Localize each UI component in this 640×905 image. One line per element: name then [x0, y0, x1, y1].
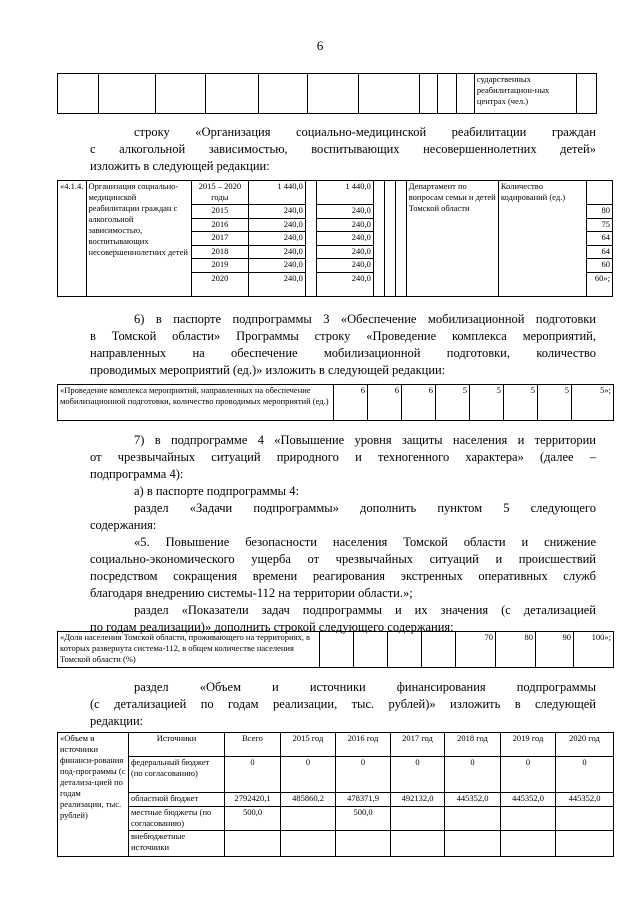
t4-cell: 485860,2 [281, 793, 336, 807]
t4-cell: 2792420,1 [225, 793, 281, 807]
t1-total: 240,0 [248, 218, 305, 232]
t1-ind-value: 64 [586, 232, 612, 246]
t4-cell: 445352,0 [556, 793, 614, 807]
table-system-112 [57, 631, 614, 668]
t3-value: 100»; [574, 632, 614, 668]
t4-cell: 478371,9 [336, 793, 391, 807]
para6-line-2: социально-экономического ущерба от чрезвычайных ситуаций и происшествий [90, 552, 596, 566]
t4-cell: 0 [501, 757, 556, 793]
para5-line-1: раздел «Задачи подпрограммы» дополнить пунктом 5 следующего [134, 501, 596, 515]
t4-source: федеральный бюджет (по согласованию) [129, 757, 225, 793]
t4-cell: 500,0 [336, 807, 391, 831]
para3-line-1: 7) в подпрограмме 4 «Повышение уровня защиты населения и территории [134, 433, 596, 447]
t1-ind-value: 80 [586, 205, 612, 219]
t1-total: 240,0 [248, 273, 305, 297]
t1-year: 2015 [191, 205, 248, 219]
para1-line-3: изложить в следующей редакции: [90, 159, 270, 173]
t1-regional: 240,0 [316, 232, 373, 246]
t1-num: «4.1.4. [58, 181, 87, 297]
t4-cell: 0 [556, 757, 614, 793]
t1-total: 1 440,0 [248, 181, 305, 205]
paragraph-6 [90, 534, 596, 602]
t1-year: 2015 – 2020 годы [191, 181, 248, 205]
t3-value: 90 [536, 632, 574, 668]
t2-value: 5 [470, 385, 504, 421]
table-4-1-4 [57, 180, 613, 297]
t1-year: 2019 [191, 259, 248, 273]
t1-regional: 240,0 [316, 245, 373, 259]
t1-regional: 240,0 [316, 259, 373, 273]
para1-line-1: строку «Организация социально-медицинской реабилитации граждан [134, 125, 596, 139]
para3-line-2: от чрезвычайных ситуаций природного и техногенного характера» (далее – [90, 450, 596, 464]
t4-cell: 0 [391, 757, 445, 793]
t4-source: местные бюджеты (по согласованию) [129, 807, 225, 831]
t1-ind-value: 64 [586, 245, 612, 259]
t4-cell: 0 [225, 757, 281, 793]
para8-line-2: (с детализацией по годам реализации, тыс. рублей)» изложить в следующей [90, 697, 596, 711]
t4-header: 2018 год [445, 733, 501, 757]
t4-header: 2016 год [336, 733, 391, 757]
t2-value: 6 [334, 385, 368, 421]
t4-cell: 445352,0 [501, 793, 556, 807]
t1-year: 2016 [191, 218, 248, 232]
t4-source: внебюджетные источники [129, 831, 225, 857]
para2-line-3: направленных на обеспечение мобилизационной подготовки, количество [90, 346, 596, 360]
t4-header: 2020 год [556, 733, 614, 757]
paragraph-4: а) в паспорте подпрограммы 4: [134, 484, 299, 498]
t2-value: 6 [402, 385, 436, 421]
t2-label: «Проведение комплекса мероприятий, направленных на обеспечение мобилизационной подготовки, количество проводимых мероприятий (ед.) [58, 385, 334, 421]
paragraph-5 [90, 500, 596, 534]
t4-header: Источники [129, 733, 225, 757]
t4-first-col: «Объем и источники финанси-рования под-программы (с детализа-цией по годам реализации, тыс. рублей) [58, 733, 129, 857]
para2-line-2: в Томской области» Программы строку «Проведение комплекса мероприятий, [90, 329, 596, 343]
t1-indicator: Количество кодирований (ед.) [498, 181, 586, 297]
t4-cell [391, 807, 445, 831]
t4-cell [281, 807, 336, 831]
t3-label: «Доля населения Томской области, проживающего на территориях, в которых развернута система-112, в общем количестве населения Томской области (%) [58, 632, 320, 668]
t4-cell [501, 807, 556, 831]
t4-cell [281, 831, 336, 857]
para6-line-4: благодаря внедрению системы-112 на территории области.»; [90, 586, 413, 600]
page-number: 6 [316, 38, 324, 53]
t3-value: 80 [496, 632, 536, 668]
t1-department: Департамент по вопросам семьи и детей Томской области [406, 181, 498, 297]
t1-regional: 240,0 [316, 273, 373, 297]
table-mobilization [57, 384, 614, 421]
t1-regional: 1 440,0 [316, 181, 373, 205]
para7-line-1: раздел «Показатели задач подпрограммы и их значения (с детализацией [134, 603, 596, 617]
t2-value: 5 [436, 385, 470, 421]
t1-year: 2018 [191, 245, 248, 259]
t4-cell [391, 831, 445, 857]
t2-value: 5»; [572, 385, 614, 421]
t1-total: 240,0 [248, 259, 305, 273]
t2-value: 6 [368, 385, 402, 421]
para8-line-1: раздел «Объем и источники финансирования подпрограммы [134, 680, 596, 694]
t1-ind-value: 60 [586, 259, 612, 273]
para5-line-2: содержания: [90, 518, 157, 532]
t4-header: Всего [225, 733, 281, 757]
t4-cell [445, 831, 501, 857]
para6-line-3: посредством сокращения времени реагирования экстренных оперативных служб [90, 569, 596, 583]
t4-cell [556, 831, 614, 857]
t1-ind-value: 75 [586, 218, 612, 232]
t4-cell [501, 831, 556, 857]
para2-line-1: 6) в паспорте подпрограммы 3 «Обеспечение мобилизационной подготовки [134, 312, 596, 326]
paragraph-8 [90, 679, 596, 730]
t2-value: 5 [538, 385, 572, 421]
t1-regional: 240,0 [316, 205, 373, 219]
t1-total: 240,0 [248, 205, 305, 219]
t1-regional: 240,0 [316, 218, 373, 232]
para6-line-1: «5. Повышение безопасности населения Томской области и снижение [134, 535, 596, 549]
top-table-fragment [57, 73, 597, 114]
t4-header: 2015 год [281, 733, 336, 757]
top-table-last-cell: сударственных реабилитацион-ных центрах (чел.) [474, 74, 576, 114]
table-financing [57, 732, 614, 857]
para2-line-4: проводимых мероприятий (ед.)» изложить в следующей редакции: [90, 363, 446, 377]
paragraph-1 [90, 124, 596, 175]
t4-cell [225, 831, 281, 857]
t4-source: областной бюджет [129, 793, 225, 807]
t3-value: 70 [456, 632, 496, 668]
paragraph-3 [90, 432, 596, 483]
t4-header: 2019 год [501, 733, 556, 757]
para3-line-3: подпрограмма 4): [90, 467, 184, 481]
t4-cell [336, 831, 391, 857]
t1-total: 240,0 [248, 245, 305, 259]
para1-line-2: с алкогольной зависимостью, воспитывающих несовершеннолетних детей» [90, 142, 596, 156]
t4-cell: 0 [281, 757, 336, 793]
t2-value: 5 [504, 385, 538, 421]
t4-cell: 0 [445, 757, 501, 793]
t4-cell [445, 807, 501, 831]
t1-year: 2017 [191, 232, 248, 246]
t4-cell: 492132,0 [391, 793, 445, 807]
para8-line-3: редакции: [90, 714, 144, 728]
paragraph-2 [90, 311, 596, 379]
t4-header: 2017 год [391, 733, 445, 757]
t1-total: 240,0 [248, 232, 305, 246]
t1-ind-value: 60»; [586, 273, 612, 297]
t4-cell: 0 [336, 757, 391, 793]
para7-line-2: по годам реализации)» дополнить строкой следующего содержания: [90, 620, 454, 634]
t1-year: 2020 [191, 273, 248, 297]
t4-cell: 445352,0 [445, 793, 501, 807]
t1-name: Организация социально-медицинской реабилитации граждан с алкогольной зависимостью, воспитывающих несовершеннолетних детей [86, 181, 191, 297]
t4-cell: 500,0 [225, 807, 281, 831]
t4-cell [556, 807, 614, 831]
